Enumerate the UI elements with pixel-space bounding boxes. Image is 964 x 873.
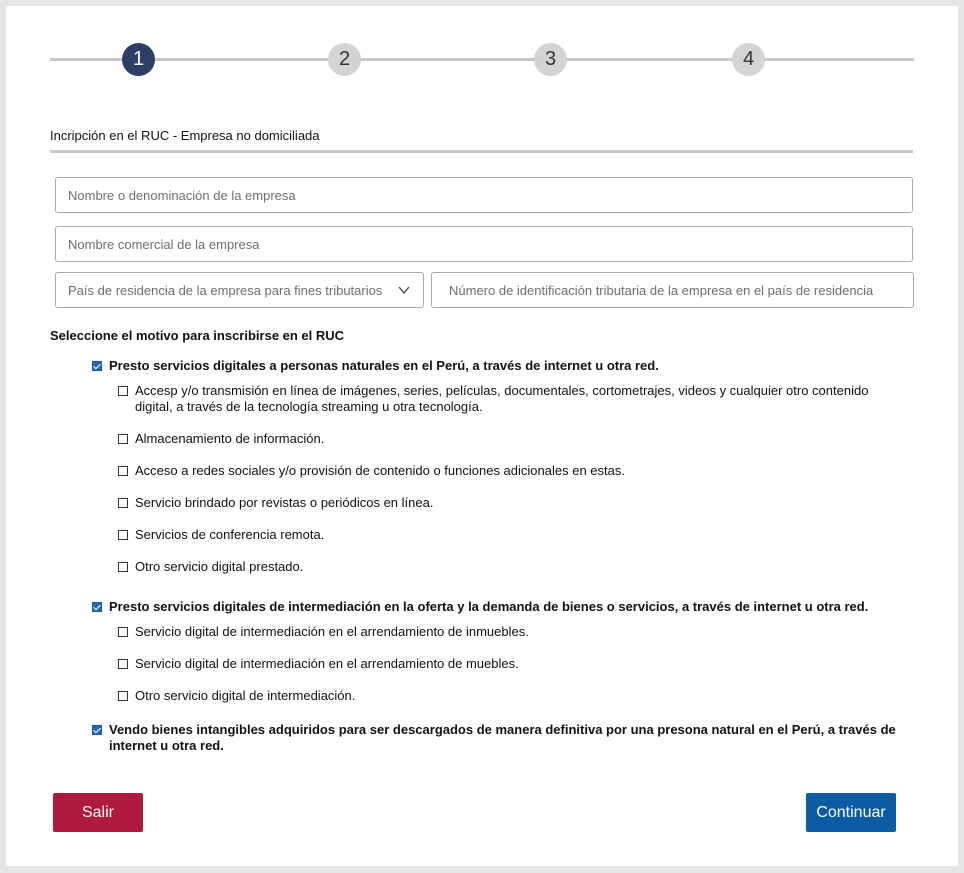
option-label: Servicio digital de intermediación en el arrendamiento de inmuebles. [135,624,529,639]
option-intangible-goods-checkbox[interactable] [92,725,102,735]
tax-id-input[interactable] [431,272,914,308]
suboption-movable-goods-checkbox[interactable] [118,659,128,669]
suboption-other-digital[interactable] [118,559,908,575]
exit-button[interactable]: Salir [53,793,143,832]
company-name-input[interactable] [55,177,913,213]
option-label: Presto servicios digitales de intermediación en la oferta y la demanda de bienes o servicios, a través de internet u otra red. [109,599,869,614]
option-label: Servicios de conferencia remota. [135,527,325,542]
suboption-social-networks[interactable] [118,463,908,479]
suboption-remote-conference-checkbox[interactable] [118,530,128,540]
trade-name-input[interactable] [55,226,913,262]
option-label: Vendo bienes intangibles adquiridos para ser descargados de manera definitiva por una presona natural en el Perú, a través de internet u otra red. [109,722,896,753]
step-2[interactable]: 2 [328,43,361,76]
suboption-streaming-checkbox[interactable] [118,386,128,396]
option-label: Otro servicio digital prestado. [135,559,304,574]
step-1[interactable]: 1 [122,43,155,76]
suboption-storage-checkbox[interactable] [118,434,128,444]
suboption-social-networks-checkbox[interactable] [118,466,128,476]
option-label: Presto servicios digitales a personas naturales en el Perú, a través de internet u otra red. [109,358,659,373]
suboption-other-intermediation-checkbox[interactable] [118,691,128,701]
registration-card [6,6,958,866]
suboption-other-digital-checkbox[interactable] [118,562,128,572]
country-select[interactable] [55,272,424,308]
option-label: Almacenamiento de información. [135,431,325,446]
title-divider [50,150,913,153]
suboption-online-press-checkbox[interactable] [118,498,128,508]
suboption-streaming[interactable] [118,383,908,415]
suboption-real-estate[interactable] [118,624,908,640]
option-intermediation-checkbox[interactable] [92,602,102,612]
country-select-placeholder: País de residencia de la empresa para fines tributarios [68,282,383,298]
suboption-movable-goods[interactable] [118,656,908,672]
stepper-track [50,58,914,61]
suboption-remote-conference[interactable] [118,527,908,543]
option-intermediation[interactable] [92,599,912,615]
option-label: Otro servicio digital de intermediación. [135,688,356,703]
suboption-real-estate-checkbox[interactable] [118,627,128,637]
option-label: Servicio brindado por revistas o periódicos en línea. [135,495,434,510]
continue-button[interactable]: Continuar [806,793,896,832]
form-title: Incripción en el RUC - Empresa no domiciliada [50,128,320,143]
option-label: Servicio digital de intermediación en el arrendamiento de muebles. [135,656,519,671]
suboption-storage[interactable] [118,431,908,447]
option-label: Accesp y/o transmisión en línea de imágenes, series, películas, documentales, cortometrajes, videos y cualquier otro contenido digital, a través de la tecnología streaming u otra tecnología. [135,383,869,414]
option-label: Acceso a redes sociales y/o provisión de contenido o funciones adicionales en estas. [135,463,625,478]
reason-question: Seleccione el motivo para inscribirse en el RUC [50,328,345,343]
option-digital-services[interactable] [92,358,912,374]
option-digital-services-checkbox[interactable] [92,361,102,371]
step-4[interactable]: 4 [732,43,765,76]
suboption-online-press[interactable] [118,495,908,511]
suboption-other-intermediation[interactable] [118,688,908,704]
option-intangible-goods[interactable] [92,722,907,754]
step-3[interactable]: 3 [534,43,567,76]
chevron-down-icon [397,283,411,297]
